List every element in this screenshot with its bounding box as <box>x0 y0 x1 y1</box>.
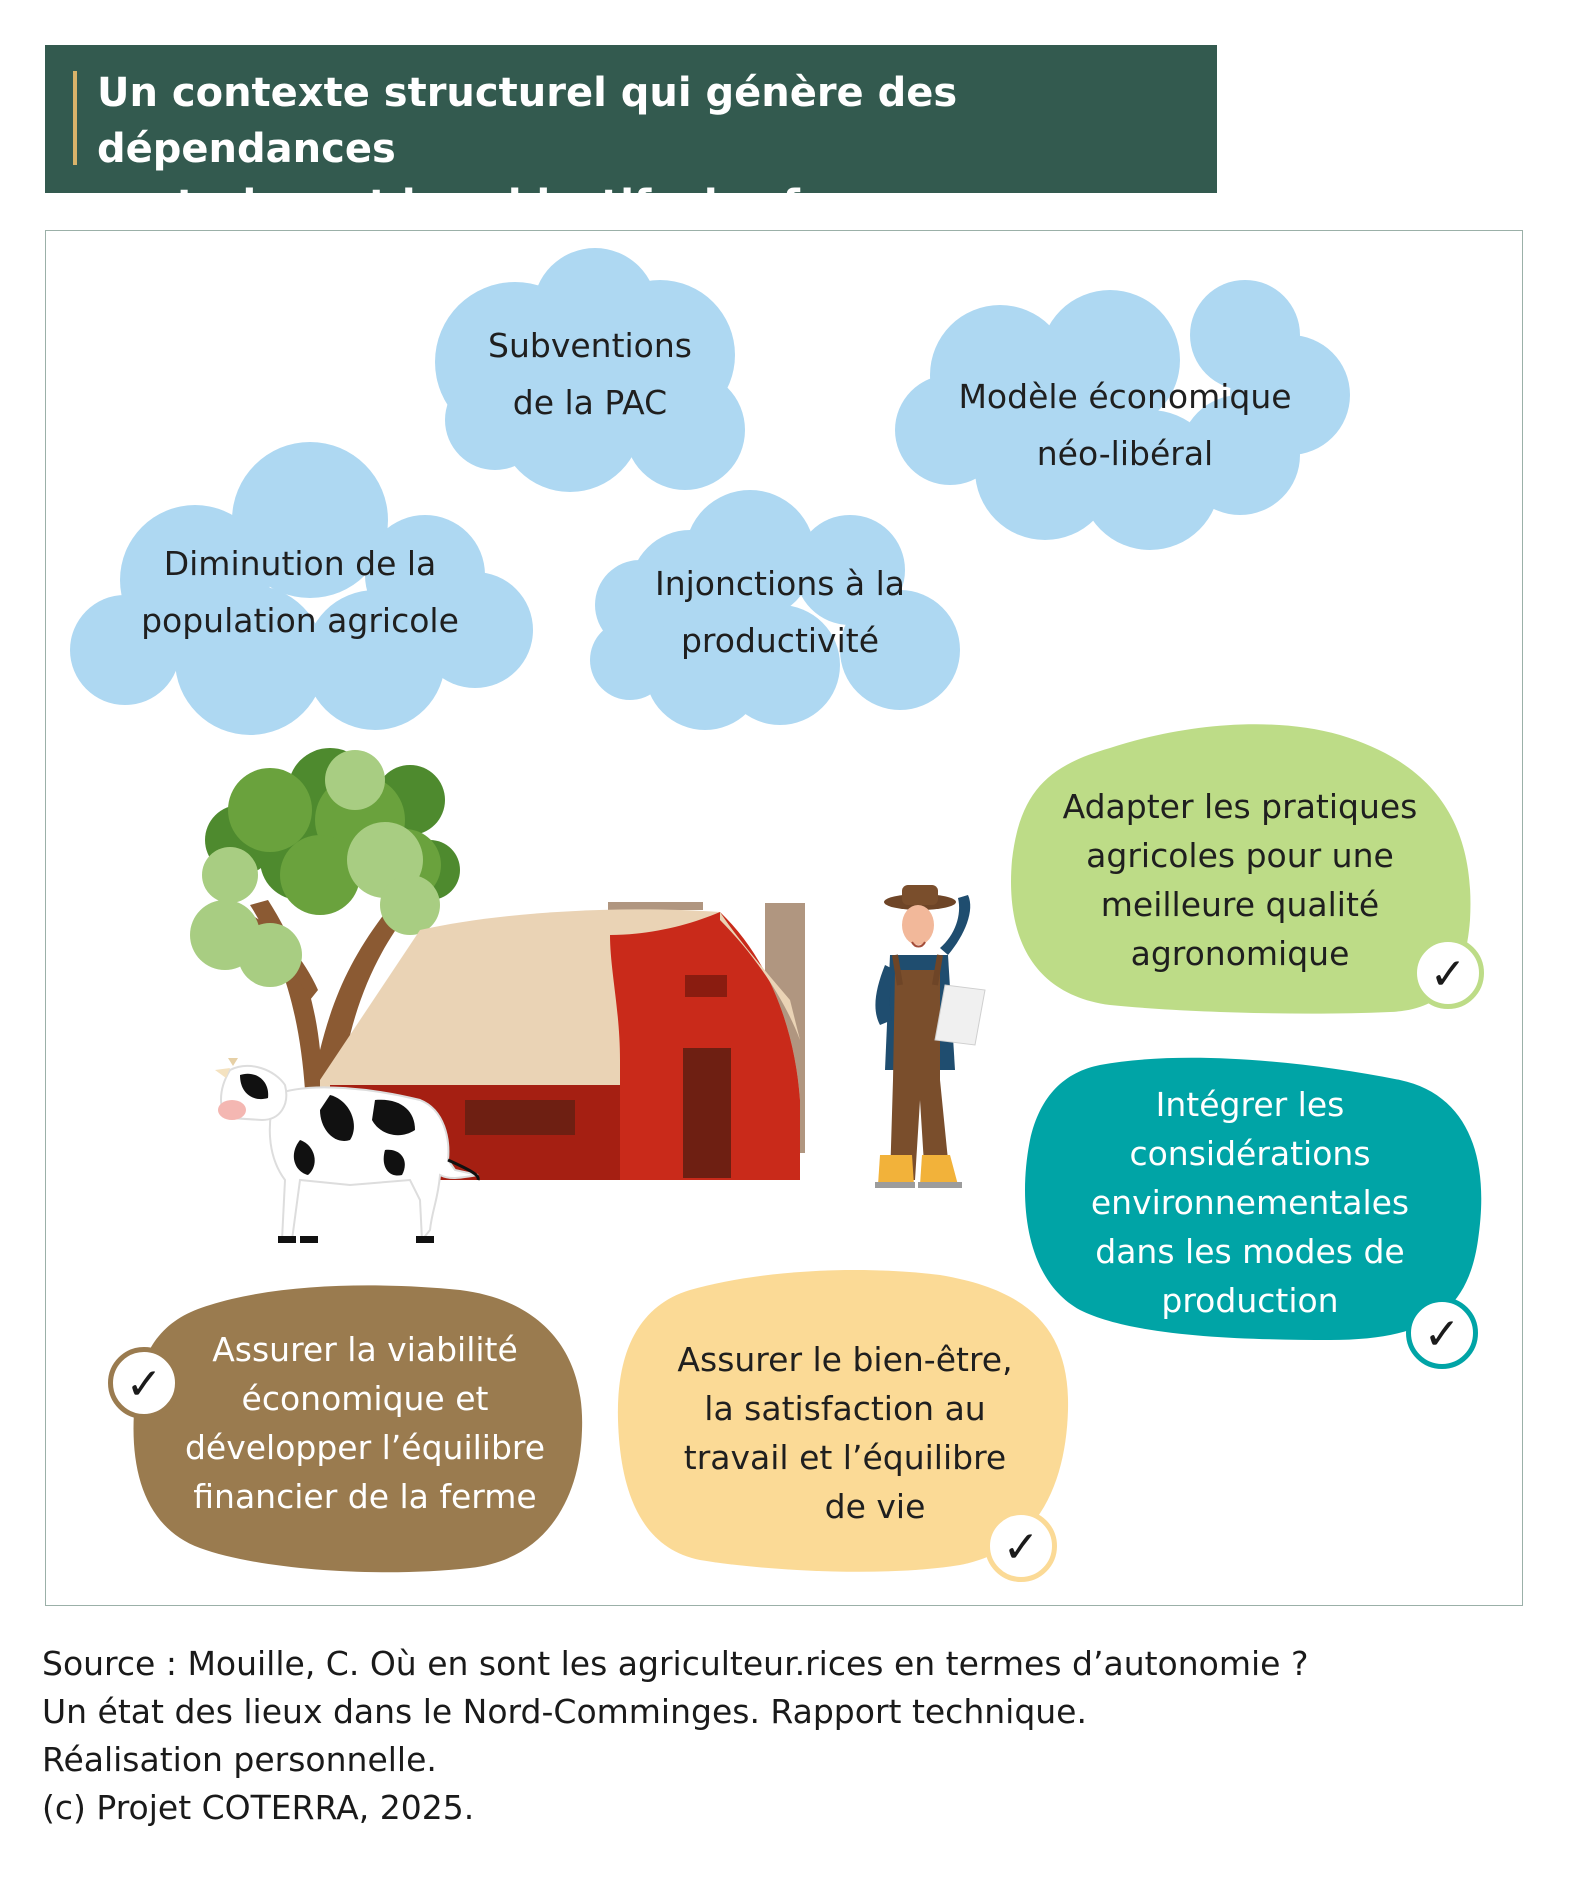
cloud-text-subventions <box>440 317 740 431</box>
objective-line: dans les modes de <box>1095 1232 1405 1271</box>
objective-line: production <box>1161 1281 1339 1320</box>
objective-line: considérations <box>1129 1134 1371 1173</box>
cloud-line: population agricole <box>141 601 459 640</box>
cloud-line: Subventions <box>488 326 692 365</box>
objective-line: travail et l’équilibre <box>683 1438 1007 1477</box>
objective-line: meilleure qualité <box>1100 885 1380 924</box>
source-line-1: Source : Mouille, C. Où en sont les agriculteur.rices en termes d’autonomie ? <box>42 1644 1309 1683</box>
cloud-line: productivité <box>680 621 880 660</box>
objective-line: économique et <box>241 1379 489 1418</box>
check-icon: ✓ <box>985 1510 1057 1582</box>
objective-line: agronomique <box>1130 934 1350 973</box>
objective-line: Adapter les pratiques <box>1062 787 1418 826</box>
cloud-text-injonctions <box>610 555 950 669</box>
objective-line: agricoles pour une <box>1086 836 1394 875</box>
check-icon: ✓ <box>1406 1297 1478 1369</box>
cloud-line: néo-libéral <box>1036 434 1214 473</box>
objective-text-bien-etre <box>640 1335 1050 1531</box>
objective-text-environnement <box>1040 1080 1460 1325</box>
source-line-2: Un état des lieux dans le Nord-Comminges. Rapport technique. <box>42 1692 1087 1731</box>
check-icon: ✓ <box>1412 937 1484 1009</box>
objective-line: Intégrer les <box>1155 1085 1345 1124</box>
title-line-1: Un contexte structurel qui génère des dépendances <box>97 70 958 172</box>
farmer-icon <box>875 885 985 1188</box>
cloud-line: Modèle économique <box>958 377 1292 416</box>
cloud-text-modele <box>925 368 1325 482</box>
objective-line: financier de la ferme <box>193 1477 537 1516</box>
cloud-text-diminution <box>110 535 490 649</box>
check-icon: ✓ <box>108 1347 180 1419</box>
title-line-2: contraignant les objectifs des fermes <box>97 182 940 228</box>
objective-line: Assurer le bien-être, <box>677 1340 1013 1379</box>
objective-line: Assurer la viabilité <box>212 1330 518 1369</box>
objective-text-pratiques <box>1030 782 1450 978</box>
cloud-line: Diminution de la <box>163 544 437 583</box>
objective-line: la satisfaction au <box>704 1389 986 1428</box>
objective-line: de vie <box>824 1487 926 1526</box>
cloud-line: de la PAC <box>512 383 668 422</box>
cloud-line: Injonctions à la <box>654 564 906 603</box>
source-line-4: (c) Projet COTERRA, 2025. <box>42 1788 475 1827</box>
objective-line: développer l’équilibre <box>184 1428 546 1467</box>
source-line-3: Réalisation personnelle. <box>42 1740 437 1779</box>
objective-line: environnementales <box>1090 1183 1410 1222</box>
objective-text-viabilite <box>160 1325 570 1521</box>
source-credits <box>42 1640 1522 1832</box>
